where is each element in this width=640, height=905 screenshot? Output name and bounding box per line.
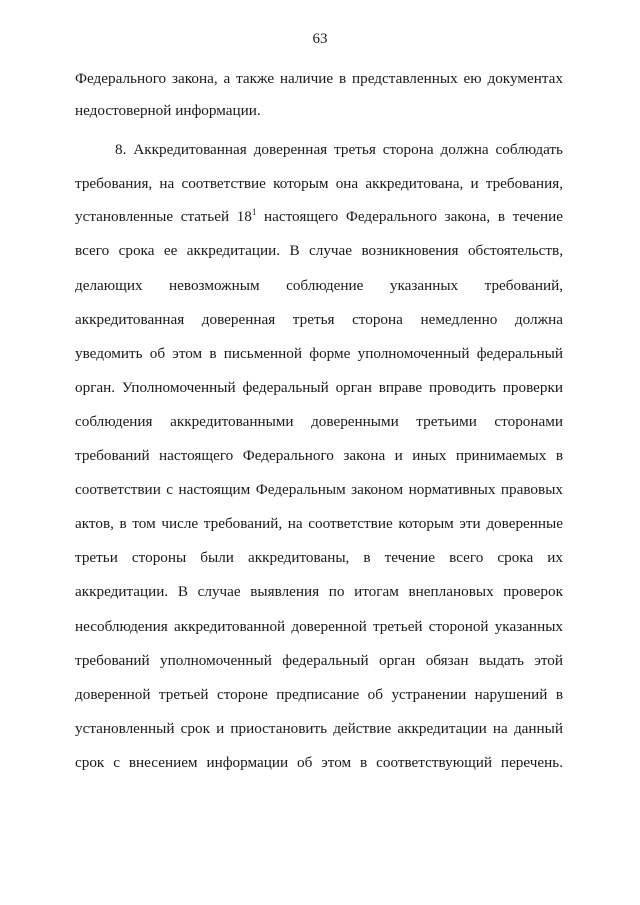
text-line: требования, на соответствие которым она аккредитована, и требования, (75, 175, 563, 192)
text-fragment: настоящего Федерального закона, в течение (256, 208, 563, 225)
text-line: уведомить об этом в письменной форме уполномоченный федеральный (75, 345, 563, 362)
paragraph-first-line: 8. Аккредитованная доверенная третья сторона должна соблюдать (115, 141, 563, 158)
text-line: аккредитации. В случае выявления по итогам внеплановых проверок (75, 583, 563, 600)
text-line: Федерального закона, а также наличие в представленных ею документах (75, 70, 563, 87)
text-line: третьи стороны были аккредитованы, в течение всего срока их (75, 549, 563, 566)
text-line: требований уполномоченный федеральный орган обязан выдать этой (75, 652, 563, 669)
text-line: недостоверной информации. (75, 102, 261, 119)
text-line: соответствии с настоящим Федеральным законом нормативных правовых (75, 481, 563, 498)
text-line: всего срока ее аккредитации. В случае возникновения обстоятельств, (75, 242, 563, 259)
text-line: делающих невозможным соблюдение указанных требований, (75, 277, 563, 294)
text-line: несоблюдения аккредитованной доверенной третьей стороной указанных (75, 618, 563, 635)
page-number: 63 (312, 31, 328, 47)
text-line: аккредитованная доверенная третья сторона немедленно должна (75, 311, 563, 328)
text-line: соблюдения аккредитованными доверенными третьими сторонами (75, 413, 563, 430)
text-line: требований настоящего Федерального закона и иных принимаемых в (75, 447, 563, 464)
text-line: актов, в том числе требований, на соответствие которым эти доверенные (75, 515, 563, 532)
text-line: срок с внесением информации об этом в соответствующий перечень. (75, 754, 563, 771)
text-line: установленный срок и приостановить действие аккредитации на данный (75, 720, 563, 737)
text-line: орган. Уполномоченный федеральный орган вправе проводить проверки (75, 379, 563, 396)
text-line: доверенной третьей стороне предписание об устранении нарушений в (75, 686, 563, 703)
text-line-with-superscript (75, 207, 563, 227)
text-fragment: установленные статьей 18 (75, 208, 252, 225)
superscript-index: 1 (251, 207, 257, 217)
